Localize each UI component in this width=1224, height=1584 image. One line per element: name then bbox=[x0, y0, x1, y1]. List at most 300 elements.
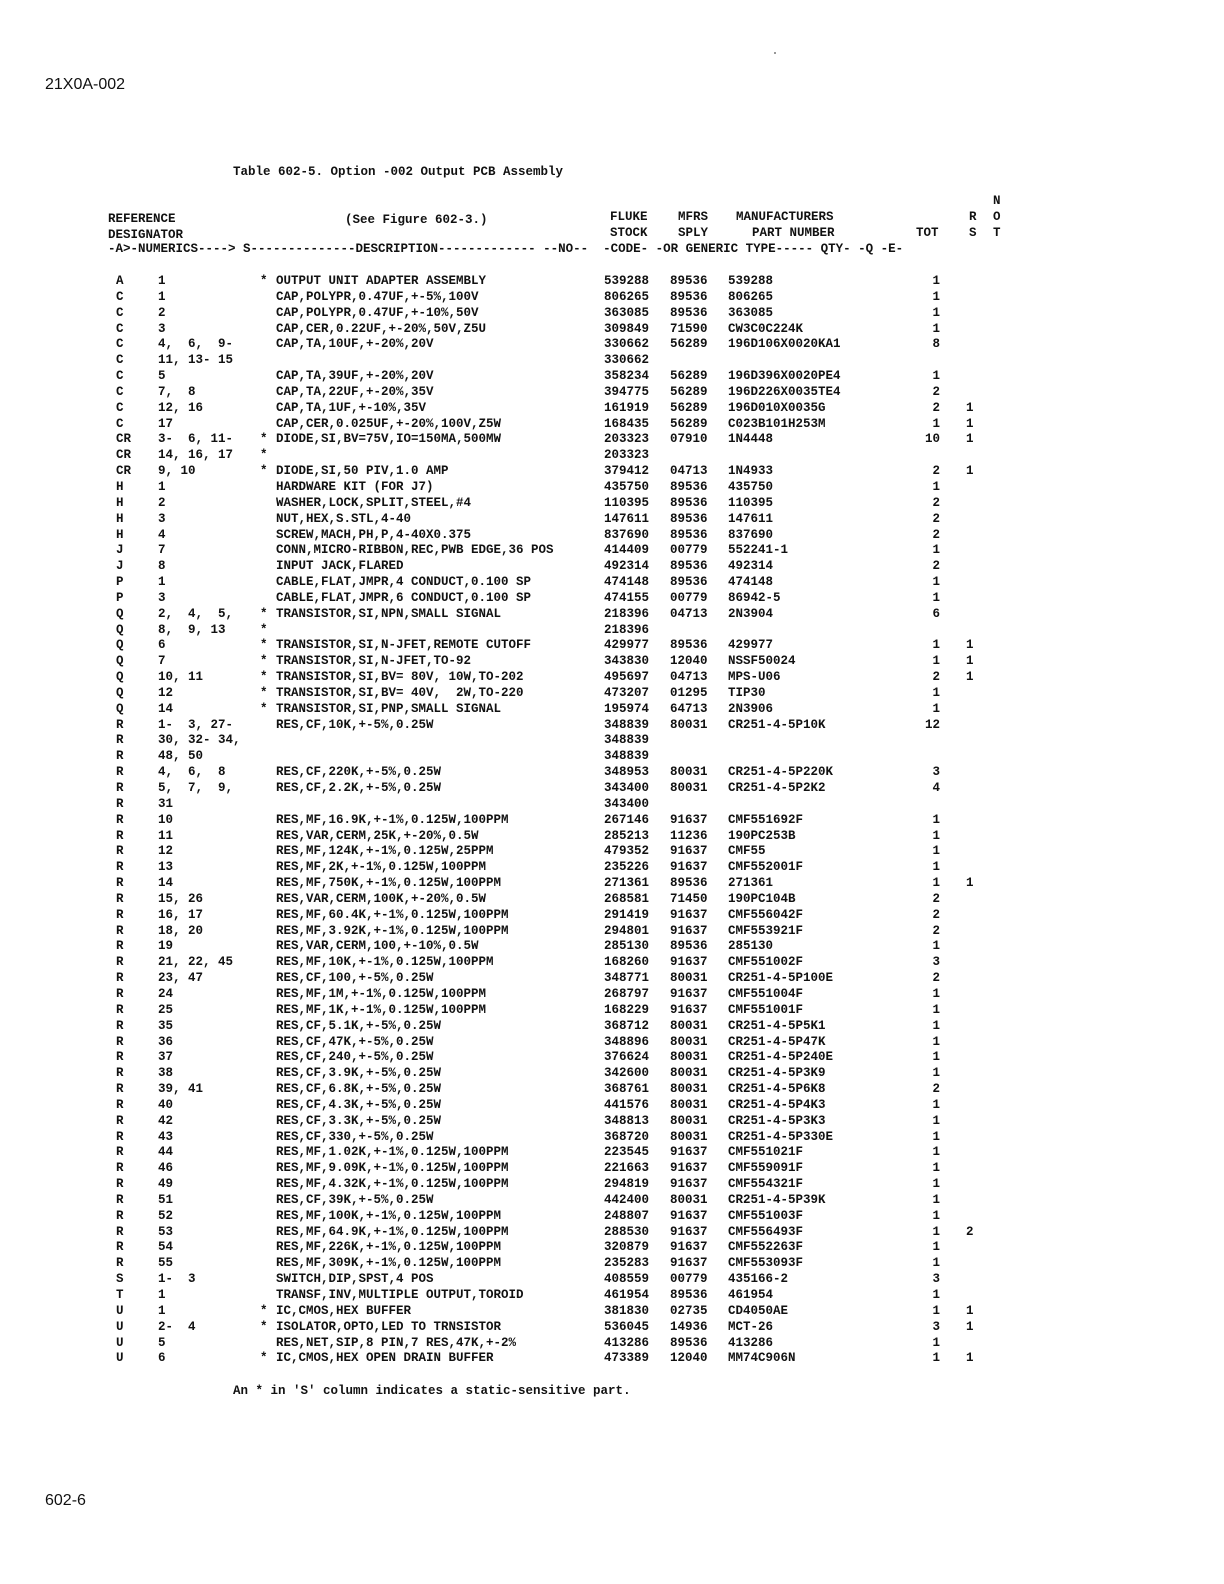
ref-letter: C bbox=[116, 400, 124, 415]
mfr-code: 12040 bbox=[670, 1351, 708, 1366]
stock-number: 294819 bbox=[604, 1177, 650, 1192]
description: RES,NET,SIP,8 PIN,7 RES,47K,+-2% bbox=[276, 1335, 517, 1350]
ref-letter: C bbox=[116, 416, 124, 431]
total-qty: 1 bbox=[932, 575, 940, 590]
total-qty: 3 bbox=[932, 1319, 940, 1334]
part-number: 190PC104B bbox=[728, 891, 796, 906]
mfr-code: 89536 bbox=[670, 495, 708, 510]
part-number: 285130 bbox=[728, 939, 774, 954]
ref-numerics: 46 bbox=[158, 1161, 174, 1176]
description: INPUT JACK,FLARED bbox=[276, 559, 404, 574]
footnote: An * in 'S' column indicates a static-sensitive part. bbox=[233, 1384, 631, 1398]
part-number: 1N4933 bbox=[728, 464, 774, 479]
ref-letter: C bbox=[116, 369, 124, 384]
ref-numerics: 44 bbox=[158, 1145, 174, 1160]
table-row bbox=[108, 1193, 1028, 1209]
rec-qty: 1 bbox=[966, 416, 974, 431]
stock-number: 168260 bbox=[604, 955, 650, 970]
part-number: 190PC253B bbox=[728, 828, 796, 843]
description: CAP,POLYPR,0.47UF,+-5%,100V bbox=[276, 289, 479, 304]
table-row bbox=[108, 1240, 1028, 1256]
stock-number: 218396 bbox=[604, 606, 650, 621]
part-number: CD4050AE bbox=[728, 1303, 789, 1318]
total-qty: 1 bbox=[932, 1256, 940, 1271]
description: RES,CF,3.9K,+-5%,0.25W bbox=[276, 1066, 442, 1081]
part-number: CMF556042F bbox=[728, 907, 804, 922]
total-qty: 1 bbox=[932, 1129, 940, 1144]
part-number: CMF551021F bbox=[728, 1145, 804, 1160]
table-row bbox=[108, 369, 1028, 385]
part-number: CR251-4-5P3K3 bbox=[728, 1113, 826, 1128]
description: RES,CF,5.1K,+-5%,0.25W bbox=[276, 1018, 442, 1033]
ref-letter: U bbox=[116, 1319, 124, 1334]
part-number: CMF551692F bbox=[728, 812, 804, 827]
total-qty: 1 bbox=[932, 289, 940, 304]
part-number: CMF551003F bbox=[728, 1208, 804, 1223]
mfr-code: 80031 bbox=[670, 1097, 708, 1112]
ref-letter: Q bbox=[116, 606, 124, 621]
stock-number: 248807 bbox=[604, 1208, 650, 1223]
part-number: CR251-4-5P330E bbox=[728, 1129, 834, 1144]
mfr-code: 14936 bbox=[670, 1319, 708, 1334]
mfr-code: 00779 bbox=[670, 590, 708, 605]
description: CAP,TA,22UF,+-20%,35V bbox=[276, 384, 434, 399]
ref-numerics: 10 bbox=[158, 812, 174, 827]
ref-numerics: 3- 6, 11- bbox=[158, 432, 234, 447]
total-qty: 2 bbox=[932, 559, 940, 574]
description: RES,VAR,CERM,100,+-10%,0.5W bbox=[276, 939, 479, 954]
ref-letter: C bbox=[116, 337, 124, 352]
ref-numerics: 14 bbox=[158, 876, 174, 891]
ref-numerics: 36 bbox=[158, 1034, 174, 1049]
ref-letter: R bbox=[116, 796, 124, 811]
description: RES,CF,3.3K,+-5%,0.25W bbox=[276, 1113, 442, 1128]
total-qty: 2 bbox=[932, 670, 940, 685]
ref-letter: H bbox=[116, 495, 124, 510]
mfr-code: 80031 bbox=[670, 1066, 708, 1081]
table-row bbox=[108, 733, 1028, 749]
total-qty: 1 bbox=[932, 939, 940, 954]
table-row bbox=[108, 1035, 1028, 1051]
header-rule-line: -A>-NUMERICS----> S--------------DESCRIPTION------------- --NO-- -CODE- -OR GENERIC TYPE----- QTY- -Q -E- bbox=[108, 242, 904, 256]
ref-numerics: 17 bbox=[158, 416, 174, 431]
ref-letter: R bbox=[116, 1097, 124, 1112]
part-number: 429977 bbox=[728, 638, 774, 653]
ref-numerics: 37 bbox=[158, 1050, 174, 1065]
stock-number: 343400 bbox=[604, 781, 650, 795]
table-row bbox=[108, 765, 1028, 781]
table-row bbox=[108, 543, 1028, 559]
description: RES,MF,60.4K,+-1%,0.125W,100PPM bbox=[276, 907, 509, 922]
stock-number: 348953 bbox=[604, 765, 650, 780]
mfr-code: 00779 bbox=[670, 1272, 708, 1287]
ref-numerics: 19 bbox=[158, 939, 174, 954]
table-row bbox=[108, 1320, 1028, 1336]
header-n: N bbox=[993, 194, 1001, 208]
mfr-code: 01295 bbox=[670, 685, 708, 700]
description: RES,CF,39K,+-5%,0.25W bbox=[276, 1192, 434, 1207]
static-flag: * bbox=[260, 1319, 268, 1334]
stock-number: 342600 bbox=[604, 1066, 650, 1081]
ref-numerics: 1 bbox=[158, 479, 166, 494]
table-row bbox=[108, 987, 1028, 1003]
ref-numerics: 49 bbox=[158, 1177, 174, 1192]
ref-numerics: 7 bbox=[158, 543, 166, 558]
mfr-code: 80031 bbox=[670, 765, 708, 780]
total-qty: 1 bbox=[932, 590, 940, 605]
part-number: 2N3904 bbox=[728, 606, 774, 621]
mfr-code: 91637 bbox=[670, 812, 708, 827]
table-row bbox=[108, 1288, 1028, 1304]
table-row bbox=[108, 559, 1028, 575]
ref-letter: R bbox=[116, 1113, 124, 1128]
ref-numerics: 1- 3 bbox=[158, 1272, 196, 1287]
description: RES,MF,1M,+-1%,0.125W,100PPM bbox=[276, 986, 487, 1001]
ref-numerics: 11 bbox=[158, 828, 174, 843]
part-number: CMF552263F bbox=[728, 1240, 804, 1255]
total-qty: 12 bbox=[924, 717, 940, 732]
page-number: 602-6 bbox=[45, 1492, 86, 1509]
mfr-code: 89536 bbox=[670, 638, 708, 653]
ref-numerics: 14 bbox=[158, 701, 174, 716]
stock-number: 837690 bbox=[604, 527, 650, 542]
description: RES,MF,1.02K,+-1%,0.125W,100PPM bbox=[276, 1145, 509, 1160]
table-row bbox=[108, 1177, 1028, 1193]
table-row bbox=[108, 670, 1028, 686]
part-number: 435750 bbox=[728, 479, 774, 494]
ref-numerics: 7 bbox=[158, 654, 166, 669]
ref-letter: H bbox=[116, 527, 124, 542]
total-qty: 3 bbox=[932, 955, 940, 970]
static-flag: * bbox=[260, 606, 268, 621]
ref-numerics: 2 bbox=[158, 495, 166, 510]
stock-number: 348813 bbox=[604, 1113, 650, 1128]
description: WASHER,LOCK,SPLIT,STEEL,#4 bbox=[276, 495, 472, 510]
total-qty: 1 bbox=[932, 812, 940, 827]
table-row bbox=[108, 749, 1028, 765]
ref-numerics: 31 bbox=[158, 796, 174, 811]
table-row bbox=[108, 1161, 1028, 1177]
ref-letter: U bbox=[116, 1335, 124, 1350]
table-row bbox=[108, 496, 1028, 512]
table-title-line-2: (See Figure 602-3.) bbox=[345, 213, 488, 227]
description: SWITCH,DIP,SPST,4 POS bbox=[276, 1272, 434, 1287]
ref-numerics: 30, 32- 34, bbox=[158, 733, 241, 748]
ref-letter: C bbox=[116, 353, 124, 368]
table-row bbox=[108, 274, 1028, 290]
ref-numerics: 5 bbox=[158, 369, 166, 384]
ref-numerics: 42 bbox=[158, 1113, 174, 1128]
total-qty: 2 bbox=[932, 891, 940, 906]
ref-letter: Q bbox=[116, 638, 124, 653]
total-qty: 1 bbox=[932, 1240, 940, 1255]
stock-number: 203323 bbox=[604, 432, 650, 447]
stock-number: 348839 bbox=[604, 749, 650, 764]
description: TRANSISTOR,SI,N-JFET,REMOTE CUTOFF bbox=[276, 638, 532, 653]
total-qty: 2 bbox=[932, 1082, 940, 1097]
table-row bbox=[108, 860, 1028, 876]
stock-number: 110395 bbox=[604, 495, 650, 510]
mfr-code: 04713 bbox=[670, 670, 708, 685]
ref-letter: C bbox=[116, 321, 124, 336]
stock-number: 442400 bbox=[604, 1192, 650, 1207]
total-qty: 1 bbox=[932, 1192, 940, 1207]
table-row bbox=[108, 1003, 1028, 1019]
ref-letter: CR bbox=[116, 448, 132, 463]
total-qty: 1 bbox=[932, 479, 940, 494]
part-number: CMF55 bbox=[728, 844, 766, 859]
description: RES,VAR,CERM,100K,+-20%,0.5W bbox=[276, 891, 487, 906]
table-row bbox=[108, 353, 1028, 369]
ref-numerics: 14, 16, 17 bbox=[158, 448, 234, 463]
ref-letter: R bbox=[116, 749, 124, 764]
table-row bbox=[108, 829, 1028, 845]
ref-letter: T bbox=[116, 1288, 124, 1302]
table-row bbox=[108, 844, 1028, 860]
header-t: T bbox=[993, 226, 1001, 240]
stock-number: 381830 bbox=[604, 1303, 650, 1318]
part-number: 539288 bbox=[728, 274, 774, 288]
total-qty: 1 bbox=[932, 274, 940, 288]
ref-numerics: 55 bbox=[158, 1256, 174, 1271]
part-number: MM74C906N bbox=[728, 1351, 796, 1366]
stock-number: 461954 bbox=[604, 1288, 650, 1302]
mfr-code: 89536 bbox=[670, 305, 708, 320]
description: HARDWARE KIT (FOR J7) bbox=[276, 479, 434, 494]
table-row bbox=[108, 432, 1028, 448]
ref-numerics: 10, 11 bbox=[158, 670, 204, 685]
static-flag: * bbox=[260, 448, 268, 463]
part-number: 474148 bbox=[728, 575, 774, 590]
table-row bbox=[108, 464, 1028, 480]
stock-number: 358234 bbox=[604, 369, 650, 384]
ref-numerics: 38 bbox=[158, 1066, 174, 1081]
description: CABLE,FLAT,JMPR,4 CONDUCT,0.100 SP bbox=[276, 575, 532, 590]
ref-letter: Q bbox=[116, 622, 124, 637]
mfr-code: 80031 bbox=[670, 1034, 708, 1049]
part-number: CR251-4-5P220K bbox=[728, 765, 834, 780]
total-qty: 2 bbox=[932, 511, 940, 526]
description: OUTPUT UNIT ADAPTER ASSEMBLY bbox=[276, 274, 487, 288]
ref-numerics: 15, 26 bbox=[158, 891, 204, 906]
table-row bbox=[108, 448, 1028, 464]
ref-numerics: 1 bbox=[158, 1303, 166, 1318]
stock-number: 223545 bbox=[604, 1145, 650, 1160]
stock-number: 348896 bbox=[604, 1034, 650, 1049]
total-qty: 2 bbox=[932, 527, 940, 542]
static-flag: * bbox=[260, 670, 268, 685]
rec-qty: 1 bbox=[966, 464, 974, 479]
total-qty: 2 bbox=[932, 923, 940, 938]
total-qty: 1 bbox=[932, 1002, 940, 1017]
description: RES,CF,47K,+-5%,0.25W bbox=[276, 1034, 434, 1049]
description: IC,CMOS,HEX OPEN DRAIN BUFFER bbox=[276, 1351, 494, 1366]
part-number: CR251-4-5P240E bbox=[728, 1050, 834, 1065]
stock-number: 343830 bbox=[604, 654, 650, 669]
ref-numerics: 6 bbox=[158, 638, 166, 653]
stock-number: 474155 bbox=[604, 590, 650, 605]
total-qty: 1 bbox=[932, 654, 940, 669]
ref-letter: Q bbox=[116, 685, 124, 700]
table-row bbox=[108, 1114, 1028, 1130]
stock-number: 309849 bbox=[604, 321, 650, 336]
stock-number: 539288 bbox=[604, 274, 650, 288]
ref-letter: H bbox=[116, 511, 124, 526]
stock-number: 414409 bbox=[604, 543, 650, 558]
table-row bbox=[108, 1145, 1028, 1161]
description: RES,CF,2.2K,+-5%,0.25W bbox=[276, 781, 442, 795]
description: RES,MF,124K,+-1%,0.125W,25PPM bbox=[276, 844, 494, 859]
part-number: 413286 bbox=[728, 1335, 774, 1350]
ref-letter: J bbox=[116, 543, 124, 558]
static-flag: * bbox=[260, 638, 268, 653]
ref-letter: R bbox=[116, 1034, 124, 1049]
ref-letter: CR bbox=[116, 464, 132, 479]
table-header bbox=[108, 194, 1028, 258]
ref-numerics: 4, 6, 8 bbox=[158, 765, 226, 780]
total-qty: 1 bbox=[932, 986, 940, 1001]
description: RES,CF,240,+-5%,0.25W bbox=[276, 1050, 434, 1065]
rec-qty: 1 bbox=[966, 670, 974, 685]
ref-numerics: 3 bbox=[158, 511, 166, 526]
table-row bbox=[108, 686, 1028, 702]
table-row bbox=[108, 480, 1028, 496]
rec-qty: 1 bbox=[966, 1303, 974, 1318]
table-row bbox=[108, 797, 1028, 813]
ref-numerics: 4, 6, 9- bbox=[158, 337, 234, 352]
ref-numerics: 1- 3, 27- bbox=[158, 717, 234, 732]
rec-qty: 1 bbox=[966, 1351, 974, 1366]
part-number: 196D010X0035G bbox=[728, 400, 826, 415]
table-row bbox=[108, 876, 1028, 892]
ref-numerics: 9, 10 bbox=[158, 464, 196, 479]
static-flag: * bbox=[260, 432, 268, 447]
ref-numerics: 12 bbox=[158, 844, 174, 859]
table-row bbox=[108, 924, 1028, 940]
table-row bbox=[108, 1050, 1028, 1066]
description: RES,MF,64.9K,+-1%,0.125W,100PPM bbox=[276, 1224, 509, 1239]
static-flag: * bbox=[260, 1351, 268, 1366]
part-number: 2N3906 bbox=[728, 701, 774, 716]
part-number: CMF559091F bbox=[728, 1161, 804, 1176]
total-qty: 2 bbox=[932, 384, 940, 399]
total-qty: 1 bbox=[932, 1018, 940, 1033]
total-qty: 6 bbox=[932, 606, 940, 621]
ref-letter: H bbox=[116, 479, 124, 494]
mfr-code: 64713 bbox=[670, 701, 708, 716]
static-flag: * bbox=[260, 464, 268, 479]
table-row bbox=[108, 1256, 1028, 1272]
table-row bbox=[108, 1304, 1028, 1320]
part-number: CMF554321F bbox=[728, 1177, 804, 1192]
stock-number: 806265 bbox=[604, 289, 650, 304]
stock-number: 235226 bbox=[604, 860, 650, 875]
stock-number: 161919 bbox=[604, 400, 650, 415]
description: RES,MF,9.09K,+-1%,0.125W,100PPM bbox=[276, 1161, 509, 1176]
mfr-code: 56289 bbox=[670, 337, 708, 352]
mfr-code: 07910 bbox=[670, 432, 708, 447]
mfr-code: 80031 bbox=[670, 1018, 708, 1033]
ref-letter: R bbox=[116, 1066, 124, 1081]
total-qty: 1 bbox=[932, 1288, 940, 1302]
mfr-code: 80031 bbox=[670, 781, 708, 795]
description: SCREW,MACH,PH,P,4-40X0.375 bbox=[276, 527, 472, 542]
rec-qty: 1 bbox=[966, 1319, 974, 1334]
ref-numerics: 24 bbox=[158, 986, 174, 1001]
ref-numerics: 5 bbox=[158, 1335, 166, 1350]
table-row bbox=[108, 1098, 1028, 1114]
ref-letter: S bbox=[116, 1272, 124, 1287]
mfr-code: 91637 bbox=[670, 1256, 708, 1271]
table-row bbox=[108, 290, 1028, 306]
ref-letter: A bbox=[116, 274, 124, 288]
static-flag: * bbox=[260, 274, 268, 288]
part-number: MPS-U06 bbox=[728, 670, 781, 685]
table-row bbox=[108, 512, 1028, 528]
rec-qty: 1 bbox=[966, 432, 974, 447]
part-number: CR251-4-5P100E bbox=[728, 971, 834, 986]
mfr-code: 91637 bbox=[670, 1224, 708, 1239]
mfr-code: 80031 bbox=[670, 1082, 708, 1097]
mfr-code: 91637 bbox=[670, 844, 708, 859]
ref-letter: R bbox=[116, 955, 124, 970]
total-qty: 2 bbox=[932, 464, 940, 479]
ref-letter: Q bbox=[116, 701, 124, 716]
description: CAP,TA,39UF,+-20%,20V bbox=[276, 369, 434, 384]
ref-letter: R bbox=[116, 860, 124, 875]
rec-qty: 2 bbox=[966, 1224, 974, 1239]
table-row bbox=[108, 1351, 1028, 1367]
mfr-code: 02735 bbox=[670, 1303, 708, 1318]
stock-number: 474148 bbox=[604, 575, 650, 590]
ref-numerics: 43 bbox=[158, 1129, 174, 1144]
total-qty: 1 bbox=[932, 1224, 940, 1239]
table-row bbox=[108, 591, 1028, 607]
stock-number: 473389 bbox=[604, 1351, 650, 1366]
ref-numerics: 53 bbox=[158, 1224, 174, 1239]
total-qty: 1 bbox=[932, 1208, 940, 1223]
stock-number: 376624 bbox=[604, 1050, 650, 1065]
stock-number: 168229 bbox=[604, 1002, 650, 1017]
stock-number: 221663 bbox=[604, 1161, 650, 1176]
total-qty: 1 bbox=[932, 1303, 940, 1318]
table-row bbox=[108, 1336, 1028, 1352]
ref-numerics: 4 bbox=[158, 527, 166, 542]
table-title-line-1: Table 602-5. Option -002 Output PCB Assembly bbox=[233, 165, 564, 179]
total-qty: 2 bbox=[932, 495, 940, 510]
header-part-number: PART NUMBER bbox=[752, 226, 835, 240]
mfr-code: 04713 bbox=[670, 606, 708, 621]
mfr-code: 91637 bbox=[670, 1240, 708, 1255]
ref-numerics: 1 bbox=[158, 575, 166, 590]
ref-letter: R bbox=[116, 986, 124, 1001]
mfr-code: 89536 bbox=[670, 527, 708, 542]
table-row bbox=[108, 1130, 1028, 1146]
stock-number: 267146 bbox=[604, 812, 650, 827]
total-qty: 1 bbox=[932, 1113, 940, 1128]
header-sply: SPLY bbox=[678, 226, 709, 240]
stock-number: 268581 bbox=[604, 891, 650, 906]
ref-letter: R bbox=[116, 971, 124, 986]
stock-number: 343400 bbox=[604, 796, 650, 811]
static-flag: * bbox=[260, 1303, 268, 1318]
description: RES,CF,330,+-5%,0.25W bbox=[276, 1129, 434, 1144]
ref-letter: R bbox=[116, 781, 124, 795]
ref-letter: R bbox=[116, 1145, 124, 1160]
mfr-code: 89536 bbox=[670, 939, 708, 954]
stock-number: 348771 bbox=[604, 971, 650, 986]
ref-numerics: 13 bbox=[158, 860, 174, 875]
